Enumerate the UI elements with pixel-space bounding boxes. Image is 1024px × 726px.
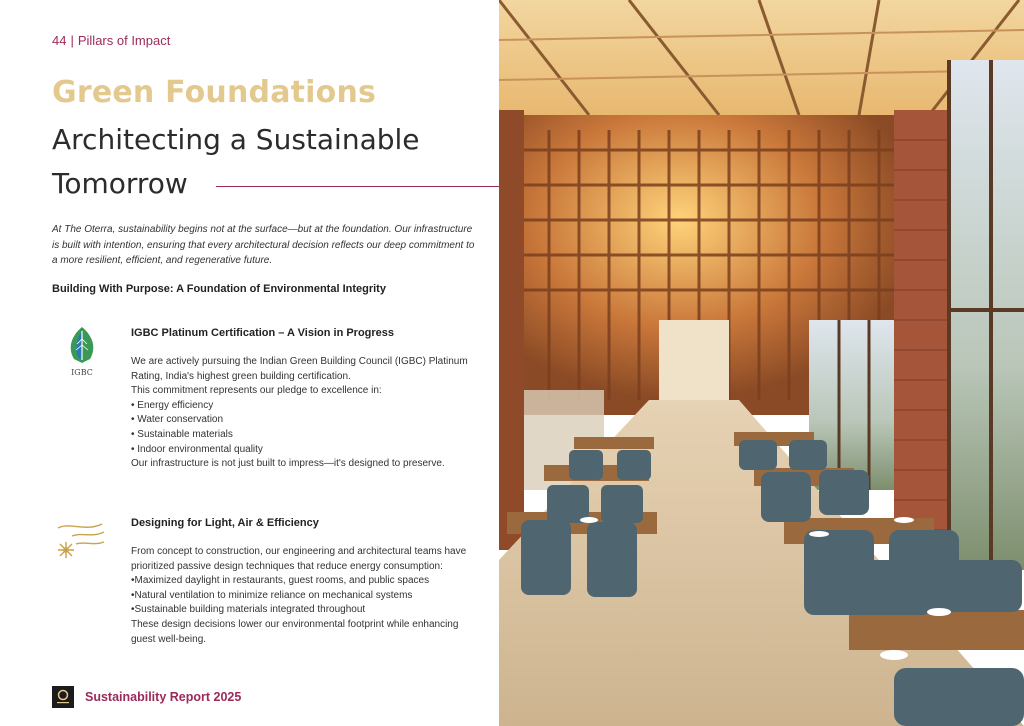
list-item: • Indoor environmental quality [131,443,263,455]
list-item: •Natural ventilation to minimize reliance on mechanical systems [131,589,413,601]
igbc-lead-text-2: This commitment represents our pledge to excellence in: [131,385,382,397]
list-item: •Sustainable building materials integrated throughout [131,604,366,616]
header-separator: | [70,33,74,48]
igbc-lead-text: We are actively pursuing the Indian Green Building Council (IGBC) Platinum Rating, India's highest green building certification. [131,356,468,382]
report-title: Sustainability Report 2025 [85,690,242,704]
design-section-title: Designing for Light, Air & Efficiency [131,517,319,529]
list-item: • Energy efficiency [131,399,214,411]
igbc-closing-text: Our infrastructure is not just built to impress—it's designed to preserve. [131,458,445,470]
design-lead-text: From concept to construction, our engineering and architectural teams have prioritized passive design techniques that reduce energy consumption: [131,546,467,572]
design-closing-text: These design decisions lower our environmental footprint while enhancing guest well-being. [131,618,459,645]
section-subheading: Building With Purpose: A Foundation of Environmental Integrity [52,283,386,295]
igbc-section-body [131,355,471,472]
igbc-leaf-icon [60,325,104,377]
igbc-bullet-list [131,399,471,457]
section-name: Pillars of Impact [77,33,171,48]
list-item: •Maximized daylight in restaurants, guest rooms, and public spaces [131,575,430,587]
intro-paragraph: At The Oterra, sustainability begins not at the surface—but at the foundation. Our infrastructure is built with intention, ensuring that every architectural decision reflects our deep commitment to a more resilient, efficient, and regenerative future. [52,224,475,266]
text-column [0,0,499,726]
page-header [52,33,170,48]
igbc-icon-label: IGBC [71,368,93,377]
kicker-title: Green Foundations [52,75,377,110]
snowflake-wind-icon [52,520,108,560]
list-item: • Sustainable materials [131,428,233,440]
design-bullet-list [131,574,471,618]
restaurant-interior-photo [499,0,1024,726]
title-divider [216,186,499,187]
page-title: Architecting a Sustainable Tomorrow [52,123,420,200]
design-section-body [131,545,471,647]
page-number: 44 [52,33,67,48]
oterra-logo-icon [52,686,74,708]
list-item: • Water conservation [131,414,224,426]
igbc-section-title: IGBC Platinum Certification – A Vision in Progress [131,327,395,339]
